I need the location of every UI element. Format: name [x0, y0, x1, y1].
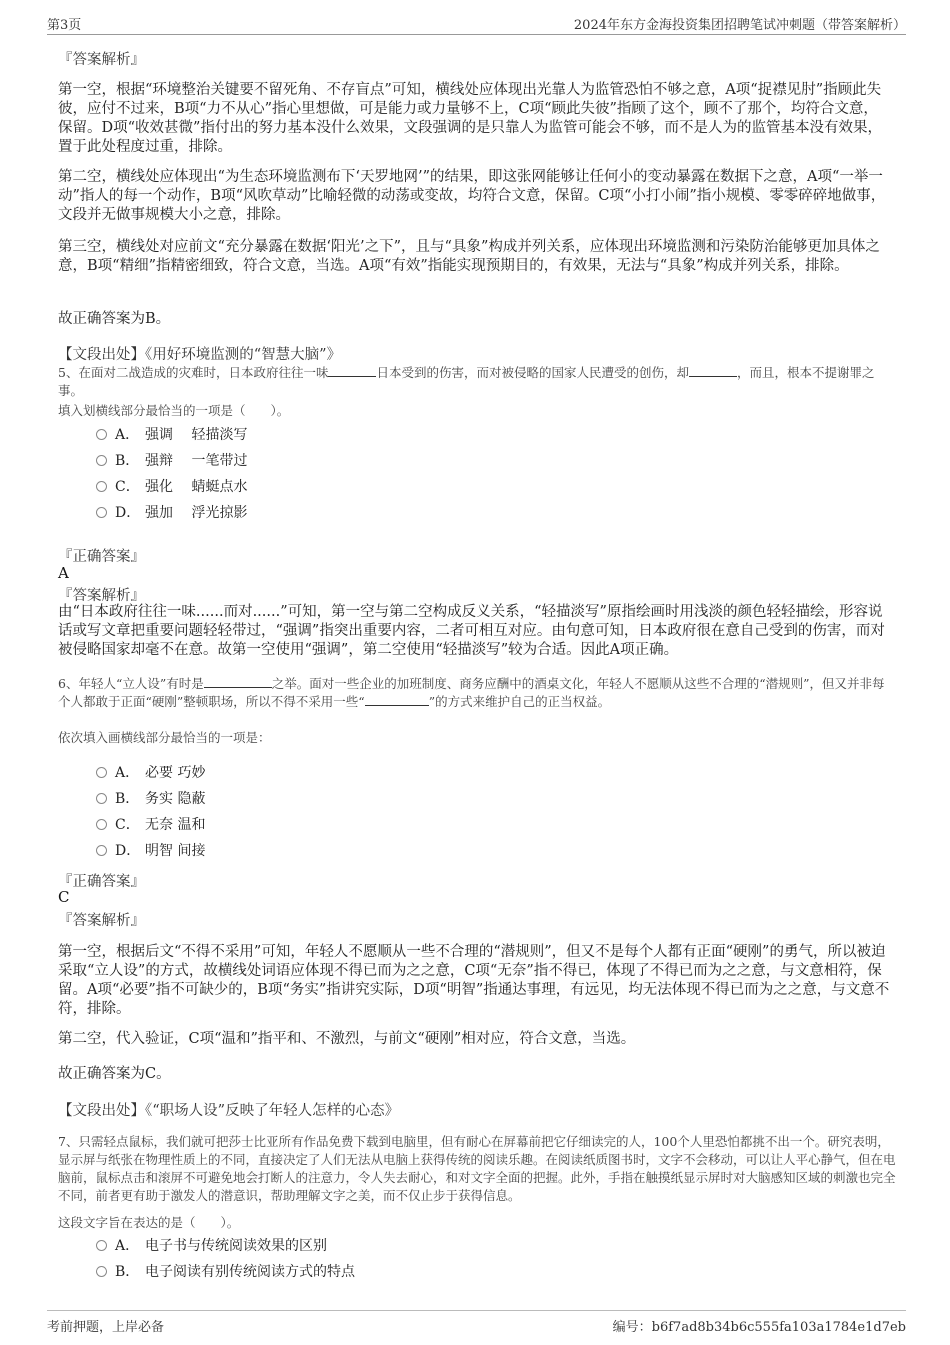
q6-option-c[interactable]: C． 无奈 温和 — [96, 815, 205, 835]
radio-icon[interactable] — [96, 455, 107, 466]
q5-prompt: 填入划横线部分最恰当的一项是（ ）。 — [58, 403, 290, 418]
q5-analysis-label: 『答案解析』 — [58, 588, 145, 604]
blank — [328, 376, 376, 377]
q6-source: 【文段出处】《“职场人设”反映了年轻人怎样的心态》 — [58, 1103, 400, 1119]
q4-conclusion: 故正确答案为B。 — [58, 311, 171, 327]
document-code: 编号：b6f7ad8b34b6c555fa103a1784e1d7eb — [612, 1320, 906, 1335]
blank — [204, 687, 272, 688]
q5-option-c[interactable]: C． 强化 蜻蜓点水 — [96, 477, 247, 497]
q6-option-d[interactable]: D． 明智 间接 — [96, 841, 205, 861]
q4-analysis-para1: 第一空，根据“环境整治关键要不留死角、不存盲点”可知，横线处应体现出光靠人为监管恐怕不够之意，A项“捉襟见肘”指顾此失彼，应付不过来，B项“力不从心”指心里想做，可是能力或力量够不上，C项“顾此失彼”指顾了这个，顾不了那个，均符合文意，保留。D项“收效甚微”指付出的努力基本没什么效果，文段强调的是只靠人为监管可能会不够，而不是人为的监管基本没有效果，置于此处程度过重，排除。 — [58, 82, 882, 155]
q7-question-text: 7、只需轻点鼠标，我们就可把莎士比亚所有作品免费下载到电脑里，但有耐心在屏幕前把它仔细读完的人，100个人里恐怕都挑不出一个。研究表明，显示屏与纸张在物理性质上的不同，直接决定了人们无法从电脑上获得传统的阅读乐趣。在阅读纸质图书时，文字不会移动，可以让人平心静气，但在电脑前，鼠标点击和滚屏不可避免地会打断人的注意力，令人失去耐心，和对文字全面的把握。此外，手指在触摸纸显示屏时对大脑感知区域的刺激也完全不同，前者更有助于激发人的潜意识，帮助理解文字之美，而不仅止步于获得信息。 — [58, 1134, 896, 1203]
q7-prompt: 这段文字旨在表达的是（ ）。 — [58, 1215, 240, 1230]
q6-conclusion: 故正确答案为C。 — [58, 1066, 171, 1082]
q6-option-a[interactable]: A． 必要 巧妙 — [96, 763, 205, 783]
radio-icon[interactable] — [96, 507, 107, 518]
q5-option-b[interactable]: B． 强辩 一笔带过 — [96, 451, 247, 471]
radio-icon[interactable] — [96, 1266, 107, 1277]
q6-correct-answer: C — [58, 888, 70, 906]
q6-analysis-label: 『答案解析』 — [58, 913, 145, 929]
q7-option-a[interactable]: A． 电子书与传统阅读效果的区别 — [96, 1236, 327, 1256]
radio-icon[interactable] — [96, 429, 107, 440]
q6-correct-label: 『正确答案』 — [58, 874, 145, 890]
q6-option-b[interactable]: B． 务实 隐蔽 — [96, 789, 205, 809]
q4-analysis-para3: 第三空，横线处对应前文“充分暴露在数据‘阳光’之下”，且与“具象”构成并列关系，应体现出环境监测和污染防治能够更加具体之意，B项“精细”指精密细致，符合文意，当选。A项“有效”指能实现预期目的，有效果，无法与“具象”构成并列关系，排除。 — [58, 239, 880, 274]
page-footer — [47, 1310, 906, 1337]
q4-analysis-label: 『答案解析』 — [58, 52, 145, 68]
q5-correct-label: 『正确答案』 — [58, 549, 145, 565]
radio-icon[interactable] — [96, 819, 107, 830]
footer-slogan: 考前押题，上岸必备 — [47, 1320, 165, 1335]
q5-option-a[interactable]: A． 强调 轻描淡写 — [96, 425, 247, 445]
q6-analysis-para1: 第一空，根据后文“不得不采用”可知，年轻人不愿顺从一些不合理的“潜规则”，但又不是每个人都有正面“硬刚”的勇气，所以被迫采取“立人设”的方式，故横线处词语应体现不得已而为之之意，C项“无奈”指不得已，体现了不得已而为之之意，与文意相符，保留。A项“必要”指不可缺少的，B项“务实”指讲究实际，D项“明智”指通达事理，有远见，均无法体现不得已而为之之意，与文意不符，排除。 — [58, 944, 890, 1017]
page-number: 第3页 — [47, 18, 82, 33]
q5-question-text: 5、在面对二战造成的灾难时，日本政府往往一味 日本受到的伤害，而对被侵略的国家人民遭受的创伤，却 ，而且，根本不提谢罪之事。 — [58, 365, 875, 398]
q6-question-text: 6、年轻人“立人设”有时是 之举。面对一些企业的加班制度、商务应酬中的酒桌文化，年轻人不愿顺从这些不合理的“潜规则”，但又并非每个人都敢于正面“硬刚”整顿职场，所以不得不采用一些“ ”的方式来维护自己的正当权益。 — [58, 676, 885, 709]
q5-correct-answer: A — [58, 564, 69, 582]
q4-analysis-para2: 第二空，横线处应体现出“为生态环境监测布下‘天罗地网’”的结果，即这张网能够让任何小的变动暴露在数据下之意，A项“一举一动”指人的每一个动作，B项“风吹草动”比喻轻微的动荡或变故，均符合文意，保留。C项“小打小闹”指小规模、零零碎碎地做事，文段并无做事规模大小之意，排除。 — [58, 169, 886, 223]
q4-source: 【文段出处】《用好环境监测的“智慧大脑”》 — [58, 347, 342, 363]
q6-analysis-para2: 第二空，代入验证，C项“温和”指平和、不激烈，与前文“硬刚”相对应，符合文意，当选。 — [58, 1031, 636, 1047]
q5-option-d[interactable]: D． 强加 浮光掠影 — [96, 503, 247, 523]
document-title: 2024年东方金海投资集团招聘笔试冲刺题（带答案解析） — [573, 18, 906, 33]
blank — [365, 705, 429, 706]
page-header — [47, 12, 906, 35]
q7-option-b[interactable]: B． 电子阅读有别传统阅读方式的特点 — [96, 1262, 355, 1282]
q5-analysis: 由“日本政府往往一味......而对......”可知，第一空与第二空构成反义关系，“轻描淡写”原指绘画时用浅淡的颜色轻轻描绘，形容说话或写文章把重要问题轻轻带过，“强调”指突出重要内容，二者可相互对应。由句意可知，日本政府很在意自己受到的伤害，而对被侵略国家却毫不在意。故第一空使用“强调”，第二空使用“轻描淡写”较为合适。因此A项正确。 — [58, 604, 885, 658]
radio-icon[interactable] — [96, 845, 107, 856]
blank — [689, 376, 737, 377]
radio-icon[interactable] — [96, 793, 107, 804]
q6-prompt: 依次填入画横线部分最恰当的一项是： — [58, 730, 271, 745]
radio-icon[interactable] — [96, 1240, 107, 1251]
radio-icon[interactable] — [96, 767, 107, 778]
radio-icon[interactable] — [96, 481, 107, 492]
